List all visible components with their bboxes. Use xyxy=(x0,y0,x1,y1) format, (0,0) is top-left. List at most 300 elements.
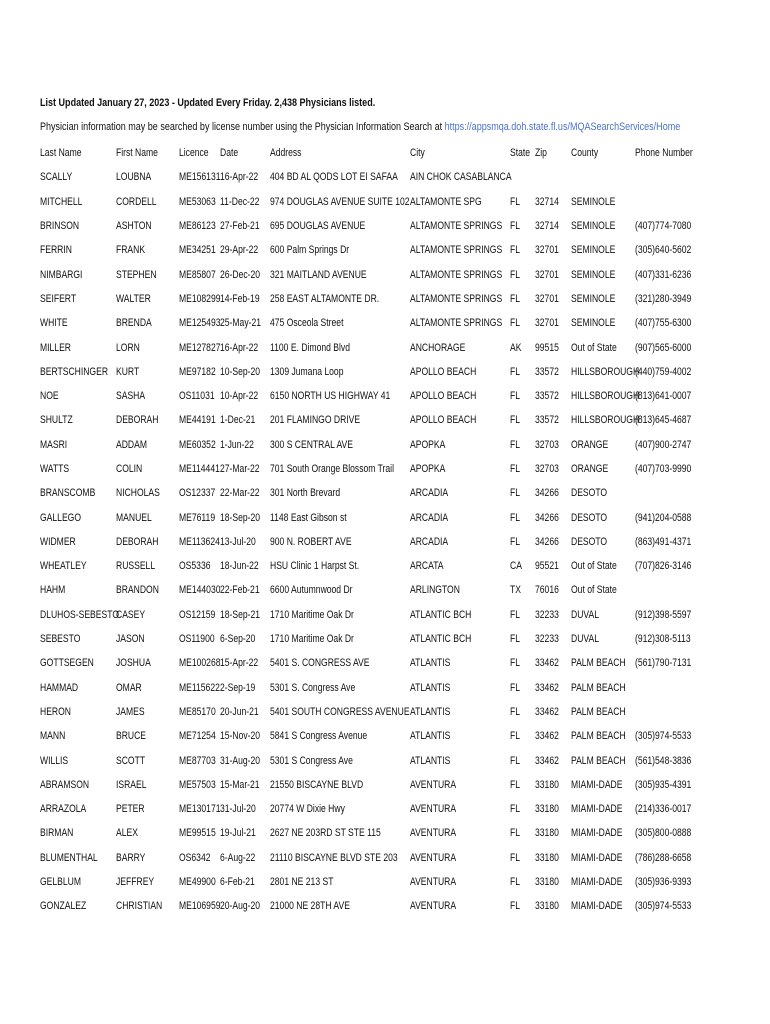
cell-text: 33572 xyxy=(535,390,559,403)
cell-address xyxy=(270,700,410,724)
table-row xyxy=(40,724,740,748)
cell-first-name xyxy=(116,481,179,505)
cell-county xyxy=(571,578,635,602)
cell-zip xyxy=(535,870,571,894)
cell-text: BLUMENTHAL xyxy=(40,851,98,864)
cell-address xyxy=(270,773,410,797)
cell-county xyxy=(571,433,635,457)
cell-text: 14-Feb-19 xyxy=(220,292,260,305)
cell-first-name xyxy=(116,505,179,529)
cell-text: CHRISTIAN xyxy=(116,900,163,913)
cell-text: RUSSELL xyxy=(116,560,156,573)
cell-phone xyxy=(635,481,740,505)
table-row xyxy=(40,846,740,870)
cell-text: 22-Feb-21 xyxy=(220,584,260,597)
cell-first-name xyxy=(116,360,179,384)
cell-date xyxy=(220,821,270,845)
cell-text: 10-Apr-22 xyxy=(220,390,259,403)
cell-zip xyxy=(535,651,571,675)
cell-text: APOLLO BEACH xyxy=(410,414,477,427)
cell-text: ADDAM xyxy=(116,438,147,451)
cell-license xyxy=(179,311,220,335)
cell-city xyxy=(410,384,510,408)
cell-last-name xyxy=(40,894,116,918)
cell-text: ARCATA xyxy=(410,560,444,573)
cell-text: 1100 E. Dimond Blvd xyxy=(270,341,350,354)
cell-county xyxy=(571,238,635,262)
cell-text: LOUBNA xyxy=(116,171,152,184)
cell-text: MIAMI-DADE xyxy=(571,803,623,816)
cell-county xyxy=(571,748,635,772)
cell-text: 18-Sep-20 xyxy=(220,511,261,524)
cell-text: ATLANTIC BCH xyxy=(410,608,472,621)
cell-text: FL xyxy=(510,633,521,646)
cell-text: HILLSBOROUGH xyxy=(571,365,640,378)
cell-text: 31-Aug-20 xyxy=(220,754,261,767)
cell-text: 18-Jun-22 xyxy=(220,560,259,573)
column-header-address xyxy=(270,141,410,165)
cell-text: PALM BEACH xyxy=(571,657,626,670)
cell-license xyxy=(179,335,220,359)
cell-text: MITCHELL xyxy=(40,195,83,208)
cell-last-name xyxy=(40,603,119,627)
cell-text: ANCHORAGE xyxy=(410,341,466,354)
cell-city xyxy=(410,481,510,505)
cell-state xyxy=(510,748,535,772)
cell-text: ME53063 xyxy=(179,195,216,208)
cell-text: FL xyxy=(510,730,521,743)
cell-text: ME85170 xyxy=(179,705,216,718)
cell-text: 32703 xyxy=(535,463,559,475)
cell-county xyxy=(571,676,635,700)
cell-zip xyxy=(535,238,571,262)
cell-zip xyxy=(535,505,571,529)
cell-text: 600 Palm Springs Dr xyxy=(270,244,350,257)
cell-phone xyxy=(635,821,740,845)
cell-county xyxy=(571,797,635,821)
cell-text: ME130171 xyxy=(179,803,221,816)
cell-city xyxy=(410,190,510,214)
cell-text: HAMMAD xyxy=(40,681,79,694)
cell-phone xyxy=(635,846,740,870)
table-row xyxy=(40,238,740,262)
table-row xyxy=(40,287,740,311)
cell-text: SEMINOLE xyxy=(571,195,616,208)
cell-city xyxy=(410,651,510,675)
cell-text: (305)935-4391 xyxy=(635,778,692,791)
cell-text: (561)790-7131 xyxy=(635,657,692,670)
cell-zip xyxy=(535,408,571,432)
cell-last-name xyxy=(40,724,116,748)
cell-text: ME99515 xyxy=(179,827,216,840)
cell-phone xyxy=(635,384,740,408)
cell-text: ALTAMONTE SPG xyxy=(410,195,482,208)
cell-address xyxy=(270,214,410,238)
table-row xyxy=(40,360,740,384)
table-row xyxy=(40,384,740,408)
cell-text: OMAR xyxy=(116,681,142,694)
table-header-row xyxy=(40,141,740,165)
table-row xyxy=(40,870,740,894)
cell-first-name xyxy=(116,676,179,700)
cell-text: 33180 xyxy=(535,778,559,791)
cell-text: Out of State xyxy=(571,584,617,597)
cell-text: LORN xyxy=(116,341,140,354)
cell-state xyxy=(510,676,535,700)
cell-text: AVENTURA xyxy=(410,803,457,816)
cell-state xyxy=(510,505,535,529)
table-row xyxy=(40,335,740,359)
table-row xyxy=(40,603,740,627)
cell-text: FL xyxy=(510,292,521,305)
cell-city xyxy=(410,578,510,602)
cell-text: FL xyxy=(510,657,521,670)
cell-text: PALM BEACH xyxy=(571,681,626,694)
cell-text: 34266 xyxy=(535,487,559,500)
table-row xyxy=(40,457,740,481)
cell-text: 32233 xyxy=(535,633,559,646)
cell-phone xyxy=(635,262,740,286)
cell-text: FL xyxy=(510,511,521,524)
cell-address xyxy=(270,748,410,772)
cell-text: (912)398-5597 xyxy=(635,608,692,621)
cell-address xyxy=(270,262,410,286)
cell-last-name xyxy=(40,627,116,651)
cell-state xyxy=(510,627,535,651)
cell-last-name xyxy=(40,481,116,505)
cell-last-name xyxy=(40,384,116,408)
cell-text: 32703 xyxy=(535,438,559,451)
cell-text: 32701 xyxy=(535,244,559,257)
cell-text: 16-Apr-22 xyxy=(220,341,259,354)
cell-text: JASON xyxy=(116,633,145,646)
cell-license xyxy=(179,481,220,505)
column-header-label: Phone Number xyxy=(635,147,693,160)
cell-text: MANUEL xyxy=(116,511,152,524)
table-row xyxy=(40,214,740,238)
cell-state xyxy=(510,530,535,554)
cell-date xyxy=(220,870,270,894)
table-row xyxy=(40,408,740,432)
cell-first-name xyxy=(116,238,179,262)
cell-county xyxy=(571,724,635,748)
cell-first-name xyxy=(116,165,179,189)
cell-text: AVENTURA xyxy=(410,851,457,864)
cell-text: ALTAMONTE SPRINGS xyxy=(410,317,503,330)
cell-phone xyxy=(635,797,740,821)
table-row xyxy=(40,530,740,554)
cell-text: SEBESTO xyxy=(40,633,81,646)
cell-zip xyxy=(535,262,571,286)
cell-text: (863)491-4371 xyxy=(635,535,692,548)
cell-last-name xyxy=(40,554,116,578)
cell-text: ORANGE xyxy=(571,438,609,451)
cell-last-name xyxy=(40,433,116,457)
physician-table xyxy=(40,141,740,919)
cell-county xyxy=(571,700,635,724)
cell-text: AVENTURA xyxy=(410,827,457,840)
cell-address xyxy=(270,797,410,821)
cell-text: HSU Clinic 1 Harpst St. xyxy=(270,560,360,573)
cell-text: ISRAEL xyxy=(116,778,147,791)
cell-license xyxy=(179,554,220,578)
cell-first-name xyxy=(116,384,179,408)
cell-address xyxy=(270,238,410,262)
cell-address xyxy=(270,408,410,432)
cell-county xyxy=(571,311,635,335)
cell-text: ME125493 xyxy=(179,317,221,330)
cell-address xyxy=(270,846,410,870)
cell-date xyxy=(220,700,270,724)
cell-text: 22-Mar-22 xyxy=(220,487,260,500)
cell-license xyxy=(179,821,220,845)
cell-text: ME57503 xyxy=(179,778,216,791)
cell-county xyxy=(571,457,635,481)
cell-text: (813)641-0007 xyxy=(635,390,692,403)
cell-text: SASHA xyxy=(116,390,146,403)
cell-first-name xyxy=(116,457,179,481)
cell-last-name xyxy=(40,505,116,529)
cell-county xyxy=(571,165,635,189)
cell-zip xyxy=(535,603,571,627)
cell-county xyxy=(571,530,635,554)
cell-address xyxy=(270,894,410,918)
cell-text: GELBLUM xyxy=(40,876,82,889)
cell-text: 29-Apr-22 xyxy=(220,244,259,257)
cell-first-name xyxy=(116,700,179,724)
cell-zip xyxy=(535,335,571,359)
cell-text: 33180 xyxy=(535,876,559,889)
cell-address xyxy=(270,530,410,554)
cell-text: 6-Sep-20 xyxy=(220,633,256,646)
table-row xyxy=(40,190,740,214)
cell-city xyxy=(410,603,510,627)
cell-text: 5401 SOUTH CONGRESS AVENUE xyxy=(270,705,410,718)
cell-last-name xyxy=(40,846,116,870)
cell-text: MIAMI-DADE xyxy=(571,851,623,864)
cell-text: FL xyxy=(510,365,521,378)
cell-zip xyxy=(535,748,571,772)
cell-text: COLIN xyxy=(116,463,143,475)
cell-text: MIAMI-DADE xyxy=(571,876,623,889)
cell-text: FL xyxy=(510,851,521,864)
table-row xyxy=(40,773,740,797)
cell-text: AVENTURA xyxy=(410,876,457,889)
cell-text: ME114441 xyxy=(179,463,220,475)
cell-text: OS12159 xyxy=(179,608,216,621)
cell-county xyxy=(571,262,635,286)
cell-address xyxy=(270,165,410,189)
cell-text: FL xyxy=(510,754,521,767)
cell-text: MIAMI-DADE xyxy=(571,778,623,791)
cell-text: AK xyxy=(510,341,522,354)
cell-first-name xyxy=(116,870,179,894)
cell-date xyxy=(220,481,270,505)
cell-text: 21000 NE 28TH AVE xyxy=(270,900,350,913)
cell-text: (407)703-9990 xyxy=(635,463,692,475)
cell-last-name xyxy=(40,311,116,335)
cell-state xyxy=(510,651,535,675)
cell-date xyxy=(220,894,270,918)
cell-address xyxy=(270,384,410,408)
cell-county xyxy=(571,821,635,845)
cell-county xyxy=(571,773,635,797)
cell-text: 27-Mar-22 xyxy=(220,463,260,475)
cell-text: ATLANTIS xyxy=(410,681,451,694)
cell-date xyxy=(220,530,270,554)
cell-text: 2801 NE 213 ST xyxy=(270,876,334,889)
cell-text: 258 EAST ALTAMONTE DR. xyxy=(270,292,380,305)
cell-text: DUVAL xyxy=(571,633,599,646)
column-header-label: Address xyxy=(270,147,302,160)
cell-first-name xyxy=(116,311,179,335)
cell-date xyxy=(220,360,270,384)
cell-text: FL xyxy=(510,681,521,694)
cell-text: ME44191 xyxy=(179,414,216,427)
cell-text: FL xyxy=(510,778,521,791)
cell-county xyxy=(571,505,635,529)
cell-city xyxy=(410,627,510,651)
cell-text: 900 N. ROBERT AVE xyxy=(270,535,352,548)
cell-license xyxy=(179,846,220,870)
cell-text: 18-Sep-21 xyxy=(220,608,261,621)
cell-text: NOE xyxy=(40,390,59,403)
cell-zip xyxy=(535,846,571,870)
cell-text: ME60352 xyxy=(179,438,216,451)
cell-text: 26-Dec-20 xyxy=(220,268,261,281)
search-link[interactable]: https://appsmqa.doh.state.fl.us/MQASearchServices/Home xyxy=(444,121,681,133)
cell-text: 13-Jul-20 xyxy=(220,535,256,548)
cell-state xyxy=(510,554,535,578)
cell-county xyxy=(571,408,640,432)
table-row xyxy=(40,165,740,189)
cell-text: (407)774-7080 xyxy=(635,220,692,233)
cell-text: 20-Aug-20 xyxy=(220,900,261,913)
cell-text: ALTAMONTE SPRINGS xyxy=(410,220,503,233)
cell-address xyxy=(270,554,410,578)
cell-county xyxy=(571,554,635,578)
cell-license xyxy=(179,214,220,238)
cell-date xyxy=(220,262,270,286)
cell-phone xyxy=(635,651,740,675)
cell-first-name xyxy=(116,627,179,651)
cell-text: ME76119 xyxy=(179,511,216,524)
cell-last-name xyxy=(40,457,116,481)
cell-text: APOLLO BEACH xyxy=(410,390,477,403)
cell-text: 33462 xyxy=(535,705,559,718)
cell-state xyxy=(510,700,535,724)
cell-text: 99515 xyxy=(535,341,559,354)
cell-text: SHULTZ xyxy=(40,414,73,427)
cell-license xyxy=(179,773,220,797)
cell-last-name xyxy=(40,214,116,238)
cell-text: ME127827 xyxy=(179,341,221,354)
cell-text: ARCADIA xyxy=(410,511,449,524)
cell-text: 6600 Autumnwood Dr xyxy=(270,584,353,597)
cell-address xyxy=(270,627,410,651)
cell-zip xyxy=(535,165,571,189)
cell-text: HERON xyxy=(40,705,71,718)
cell-text: (561)548-3836 xyxy=(635,754,692,767)
cell-text: 404 BD AL QODS LOT EI SAFAA xyxy=(270,171,398,184)
cell-state xyxy=(510,724,535,748)
cell-text: 34266 xyxy=(535,535,559,548)
cell-text: FL xyxy=(510,268,521,281)
cell-state xyxy=(510,335,535,359)
cell-text: FL xyxy=(510,535,521,548)
column-header-label: County xyxy=(571,147,599,160)
cell-text: ARCADIA xyxy=(410,535,449,548)
cell-phone xyxy=(635,165,740,189)
cell-zip xyxy=(535,530,571,554)
cell-phone xyxy=(635,408,740,432)
cell-text: 27-Feb-21 xyxy=(220,220,260,233)
cell-first-name xyxy=(116,214,179,238)
cell-text: 1309 Jumana Loop xyxy=(270,365,344,378)
cell-license xyxy=(179,870,220,894)
cell-text: BRENDA xyxy=(116,317,152,330)
cell-zip xyxy=(535,578,571,602)
cell-zip xyxy=(535,773,571,797)
cell-text: 301 North Brevard xyxy=(270,487,341,500)
cell-address xyxy=(270,311,410,335)
cell-text: OS5336 xyxy=(179,560,211,573)
cell-zip xyxy=(535,724,571,748)
cell-county xyxy=(571,870,635,894)
cell-text: ME85807 xyxy=(179,268,216,281)
cell-text: APOPKA xyxy=(410,438,446,451)
cell-first-name xyxy=(116,554,179,578)
cell-text: 33572 xyxy=(535,414,559,427)
cell-phone xyxy=(635,700,740,724)
cell-date xyxy=(220,287,270,311)
cell-text: WIDMER xyxy=(40,535,76,548)
cell-text: BRANDON xyxy=(116,584,159,597)
cell-state xyxy=(510,214,535,238)
cell-phone xyxy=(635,578,740,602)
cell-first-name xyxy=(116,433,179,457)
cell-text: 1710 Maritime Oak Dr xyxy=(270,608,354,621)
cell-text: FL xyxy=(510,876,521,889)
cell-text: 1-Jun-22 xyxy=(220,438,254,451)
cell-state xyxy=(510,287,535,311)
cell-text: (305)974-5533 xyxy=(635,900,692,913)
cell-text: 33180 xyxy=(535,827,559,840)
cell-text: 32714 xyxy=(535,195,559,208)
cell-state xyxy=(510,846,535,870)
cell-text: ATLANTIC BCH xyxy=(410,633,472,646)
cell-city xyxy=(410,773,510,797)
column-header-label: State xyxy=(510,147,531,160)
cell-first-name xyxy=(116,773,179,797)
cell-text: 76016 xyxy=(535,584,559,597)
cell-county xyxy=(571,287,635,311)
cell-address xyxy=(270,481,410,505)
cell-date xyxy=(220,433,270,457)
column-header-label: Licence xyxy=(179,147,209,160)
cell-text: SEMINOLE xyxy=(571,220,616,233)
cell-license xyxy=(179,894,220,918)
cell-city xyxy=(410,700,510,724)
cell-text: FL xyxy=(510,390,521,403)
cell-state xyxy=(510,870,535,894)
cell-text: ALTAMONTE SPRINGS xyxy=(410,268,503,281)
cell-city xyxy=(410,530,510,554)
cell-text: 32233 xyxy=(535,608,559,621)
cell-city xyxy=(410,894,510,918)
table-row xyxy=(40,676,740,700)
cell-date xyxy=(220,724,270,748)
